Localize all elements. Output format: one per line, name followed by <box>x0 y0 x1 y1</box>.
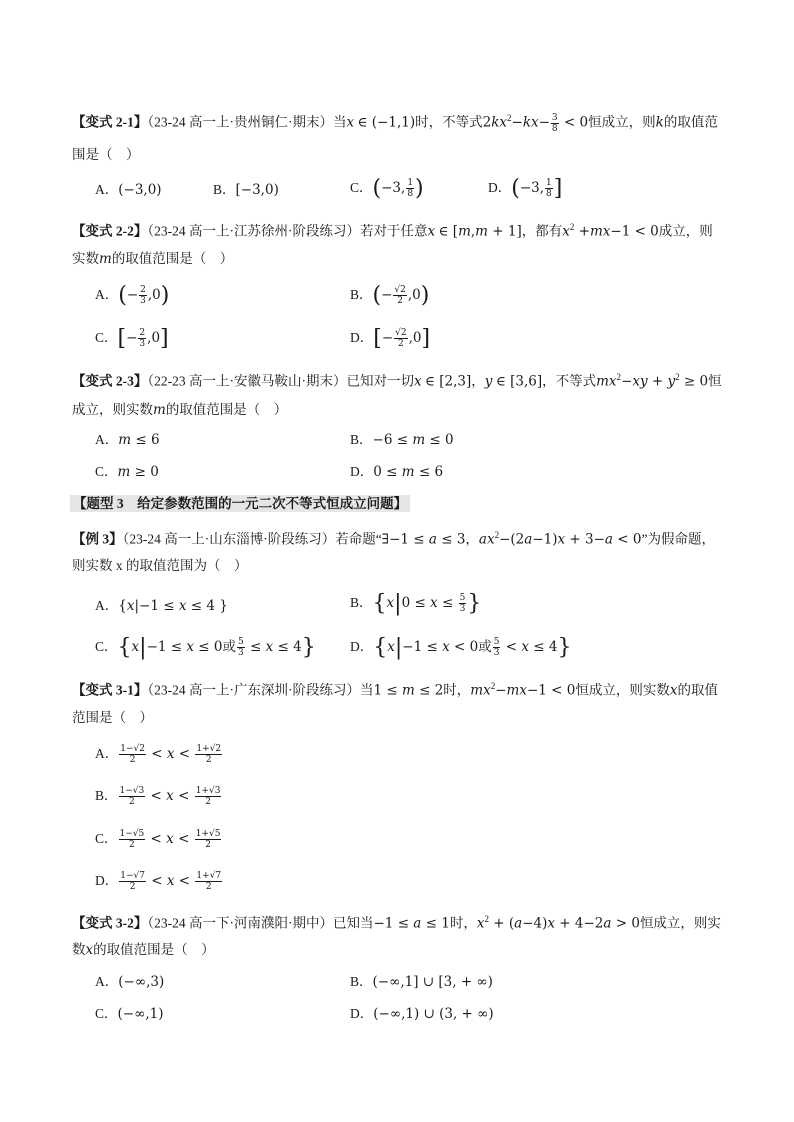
question-2-1-line-2: 围是（ ） <box>72 147 140 162</box>
option-d: D．[− $\frac{√2}{2}$ ,0] <box>350 325 431 351</box>
question-tag: 【变式 2-1】 <box>72 114 148 130</box>
question-3-2-line-2: 数x的取值范围是（ ） <box>72 942 215 958</box>
question-2-2-line-2: 实数m的取值范围是（ ） <box>72 251 234 267</box>
question-2-1-line-1: 【变式 2-1】（23-24 高一上·贵州铜仁·期末）当x ∈ (−1,1)时，不等式$2kx^2-kx-$ $\frac{3}{8}$ < 0恒成立，则k的取值范 <box>72 112 718 134</box>
option-d: D．0 ≤ m ≤ 6 <box>350 464 444 480</box>
option-a: A．m ≤ 6 <box>95 432 160 448</box>
option-c: C． $\frac{1-√5}{2}$ < x < $\frac{1+√5}{2}$ <box>95 829 221 851</box>
option-a: A．(−3,0) <box>95 182 162 198</box>
question-3-1-line-1: 【变式 3-1】（23-24 高一上·广东深圳·阶段练习）当1 ≤ m ≤ 2时，$mx^2-mx-1 < 0$恒成立，则实数x的取值 <box>72 681 718 699</box>
question-2-3-line-2: 成立，则实数m的取值范围是（ ） <box>72 402 288 418</box>
section-heading: 【题型 3 给定参数范围的一元二次不等式恒成立问题】 <box>70 494 410 514</box>
option-a: A．(−∞,3) <box>95 974 165 990</box>
option-a: A． $\frac{1-√2}{2}$ < x < $\frac{1+√2}{2}$ <box>95 744 222 766</box>
option-b: B．(− $\frac{√2}{2}$ ,0) <box>350 282 430 308</box>
option-c: C．(−∞,1) <box>95 1006 164 1022</box>
option-c: C．(−3, $\frac{1}{8}$ ) <box>350 175 424 201</box>
option-b: B．[−3,0) <box>213 182 279 198</box>
option-d: D．(−∞,1) ∪ (3, + ∞) <box>350 1006 494 1022</box>
option-c: C．[− $\frac{2}{3}$ ,0] <box>95 325 169 351</box>
option-b: B．−6 ≤ m ≤ 0 <box>350 432 454 448</box>
option-d: D． $\frac{1-√7}{2}$ < x < $\frac{1+√7}{2}$ <box>95 871 222 893</box>
option-b: B．(−∞,1] ∪ [3, + ∞) <box>350 974 493 990</box>
question-3-1-line-2: 范围是（ ） <box>72 710 153 725</box>
option-d: D．{x|−1 ≤ x < 0或 $\frac{5}{3}$ < x ≤ 4} <box>350 634 572 660</box>
question-2-2-line-1: 【变式 2-2】（23-24 高一上·江苏徐州·阶段练习）若对于任意x ∈ [m,m + 1]，都有$x^2 +mx-1 < 0$成立，则 <box>72 222 713 240</box>
question-2-3-line-1: 【变式 2-3】（22-23 高一上·安徽马鞍山·期末）已知对一切x ∈ [2,3]，y ∈ [3,6]，不等式$mx^2-xy + y^2 \ge 0$恒 <box>72 372 722 390</box>
example-3-line-2: 则实数 x 的取值范围为（ ） <box>72 558 248 573</box>
option-a: A．{x|−1 ≤ x ≤ 4 } <box>95 598 228 614</box>
question-3-2-line-1: 【变式 3-2】（23-24 高一下·河南濮阳·期中）已知当−1 ≤ a ≤ 1时，$x^2 + (a-4)x + 4-2a > 0$恒成立，则实 <box>72 914 721 932</box>
option-a: A．(− $\frac{2}{3}$ ,0) <box>95 282 170 308</box>
option-d: D．(−3, $\frac{1}{8}$ ] <box>488 175 563 201</box>
option-c: C．m ≥ 0 <box>95 464 159 480</box>
option-b: B． $\frac{1-√3}{2}$ < x < $\frac{1+√3}{2}$ <box>95 786 221 808</box>
question-source: （23-24 高一上·贵州铜仁·期末） <box>147 114 333 130</box>
example-3-line-1: 【例 3】（23-24 高一上·山东淄博·阶段练习）若命题“∃−1 ≤ a ≤ 3，$ax^2-(2a-1)x + 3-a < 0$”为假命题， <box>72 530 715 548</box>
option-c: C．{x|−1 ≤ x ≤ 0或 $\frac{5}{3}$ ≤ x ≤ 4} <box>95 634 316 660</box>
option-b: B．{x|0 ≤ x ≤ $\frac{5}{3}$ } <box>350 590 482 616</box>
